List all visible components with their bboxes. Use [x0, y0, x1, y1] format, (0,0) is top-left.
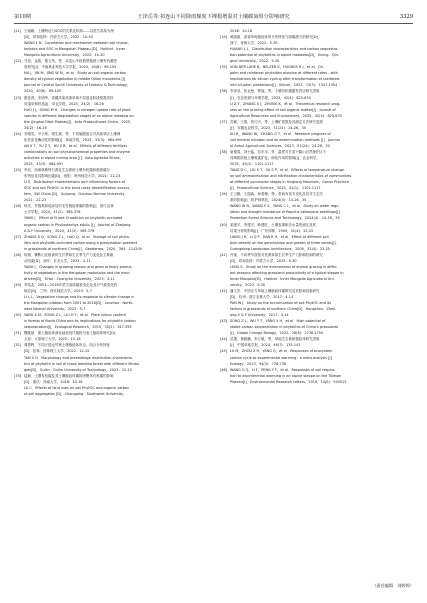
reference-line: stable carbon sequestration in phytoliths of China's grasslands: [230, 325, 339, 330]
reference-line: versity，2023：5-30: [230, 282, 266, 287]
reference-line: LU M，ZHOU X H，YANG Q，et al．Responses of ecosystem: [230, 349, 333, 354]
reference-line: lation and drought resistance of Populus cathayana seedlings[J]．: [230, 210, 344, 215]
reference-line: 2018：10-18: [230, 29, 253, 33]
reference-number: [26]: [14, 204, 22, 209]
reference-entry: [220, 348, 414, 366]
reference-line: 2025，45(1)：1101-1117: [230, 162, 274, 167]
reference-line: 系的影响[J]．防护林科技，2024(4)：14-16，35: [230, 198, 307, 203]
reference-line: factors in grasslands of northern China[D]．Hangzhou：Zheji-: [230, 307, 337, 312]
reference-entry: [220, 318, 414, 336]
reference-line: in grasslands of northern China[J]．Geoderma，2020，364：114200: [24, 246, 142, 251]
reference-line: 冷爽．不同季节放牧对荒漠草原生长季生产力影响机制的研究: [230, 252, 323, 257]
reference-line: LIANG J H，LI Q P，JIAN R H，et al．Effect of different soil: [230, 234, 329, 239]
reference-line: in forests of North China and its implications for phytolith carbon: [24, 319, 136, 324]
responsible-editor: （责任编辑 刘婷婷）: [372, 583, 414, 588]
reference-line: ZHANG X D，SONG Z L，HAO Q，et al．Storage of soil phyto-: [24, 234, 131, 239]
reference-line: 安晓雪，尹小彤，胡生斌，等．不同施肥组合对高寒草区土壤理: [24, 131, 121, 136]
reference-line: 太原：太原理工大学，2022：15-16: [24, 337, 81, 342]
reference-line: A & F University，2024，41(2)：369-376: [24, 228, 95, 233]
reference-line: 潘文杰．中国北方草地土壤植硅体碳研究及其影响因素研究: [230, 289, 320, 294]
reference-line: soil mineral nitrogen and its determination methods [J]．Journal: [230, 137, 340, 142]
reference-line: tivity of vegetation in the Hengduan mountains and the main: [24, 270, 130, 275]
reference-line: 王卫娜，王瑞森，杨春梅，等．带间有苗木变化及其对生态关: [230, 192, 323, 197]
reference-line: ghai University，2022：5-30: [230, 59, 280, 64]
reference-entry: [220, 64, 414, 88]
reference-number: [32]: [14, 343, 22, 348]
reference-number: [22]: [14, 59, 22, 64]
reference-line: 陆颖．土壤有机碳及其土壤植硅体碳和团聚体有机碳的影响: [24, 373, 114, 378]
reference-number: [25]: [14, 168, 22, 173]
reference-line: sequestration[J]．Ecological Research，2015，30(2)：347-355: [24, 325, 132, 330]
reference-line: palm and rainforest phytoliths dissolve at different rates - with: [230, 71, 338, 76]
reference-line: tion to experimental warming in an alpine steppe on the Tibetan: [230, 373, 342, 378]
reference-line: 杨杰，外施氮和硅添加对毛竹植硅体碳的影响[J]．浙江农林: [24, 204, 114, 209]
reference-line: teristics and SOC in Mongolian Plateau [D]．Hohhot：Inner: [24, 47, 126, 52]
reference-line: WANG G Q，LI F，PENG Y F，et al．Responses of soil respira-: [230, 367, 336, 372]
reference-line: tics of phytolith in soil of moso bamboo forest with different litholo-: [24, 361, 140, 366]
reference-line: LU C．Effects of land uses on soil PhytOC and organic carbon: [24, 385, 130, 390]
reference-number: [35]: [220, 65, 228, 70]
reference-line: Mongolia Agricultural University，2022：10-30: [24, 53, 105, 58]
header-rule: [14, 23, 413, 24]
reference-entry: [220, 191, 414, 221]
reference-line: WANG W N，WANG F S，YANG C L，et al．Study on water regu-: [230, 204, 340, 209]
reference-line: TANG D C，LIU X T，SU S P，et al．Effects of temperature change: [230, 168, 344, 173]
reference-number: [31]: [14, 331, 22, 336]
reference-number: [37]: [220, 119, 228, 124]
reference-line: WANG L N．Correlation and mechanism between soil charac-: [24, 41, 130, 46]
reference-entry: [220, 222, 414, 252]
reference-line: of Anhui Agricultural Sciences，2023，51(24)：24-26，30: [230, 143, 330, 148]
reference-line: drivers[D]．Xi'an：Chang'an University，2023：4-11: [24, 276, 115, 281]
reference-line: Protection Forest Science and Technology，2024(4)：14-16，35: [230, 216, 340, 221]
reference-line: [D]．呼和浩特：内蒙古大学，2023：5-30: [230, 258, 297, 263]
reference-line: YANG J．Effect of N and Si addition on phytolith-occluded: [24, 216, 123, 221]
reference-number: [46]: [220, 367, 228, 372]
reference-line: 王丽娜．土壤特征与SOC的关系及机制——以蒙古高原为例: [24, 29, 114, 33]
reference-line: 同海拔阶段土壤氮素矿化、硝化作用的影响[J]．农业科学，: [230, 155, 320, 160]
reference-number: [27]: [14, 234, 22, 239]
reference-line: organic carbon in Phyllostachys edulis [J]．Journal of Zhejiang: [24, 222, 131, 227]
reference-number: [23]: [14, 95, 22, 100]
reference-line: [D]．呼和浩特：内蒙古大学，2022：10-30: [24, 35, 93, 40]
reference-number: [30]: [14, 313, 22, 318]
references-right-column: [220, 28, 414, 385]
reference-number: [33]: [14, 373, 22, 378]
reference-line: 李兆兆．2001—2018年蒙古高原植被变化及其对气候变化的: [24, 282, 118, 287]
reference-number: [28]: [14, 252, 22, 257]
reference-line: on soil ammonification and nitrification characteristics of communities: [230, 174, 352, 179]
reference-number: [45]: [220, 349, 228, 354]
reference-line: 霍佳茵，宋明华．青藏高原高寒草甸不同退化阶段根数类料: [24, 95, 114, 100]
reference-line: 唐德春，刘小猛，苏东平，等．温度对甘肃兴隆山自然保护区不: [230, 149, 327, 154]
reference-line: 李双．西南喀斯特石漠化生态系统土壤有机碳和植被碳分: [24, 168, 110, 173]
reference-entry: [220, 252, 414, 288]
reference-line: [D]．重庆：西南大学，2018：10-18: [24, 379, 83, 384]
reference-line: SONG Z L，WU Y T，YANG Y H，et al．High potential of: [230, 319, 326, 324]
reference-line: 黄丽丽．高寒草甸植硅体的分布特征与固碳潜力的研究[D]．: [230, 35, 322, 40]
reference-line: 度研究[J]．中南林业科技大学学报，2020，40(8)：99-105: [24, 65, 117, 70]
reference-entry: [14, 131, 208, 167]
reference-line: YANG X M，SONG Z L，LIU H Y，et al．Plant silicon content: [24, 313, 127, 318]
reference-line: [D]．桂林：桂林理工大学，2022：12-15: [24, 349, 90, 354]
reference-entry: [220, 119, 414, 149]
reference-number: [21]: [14, 29, 22, 33]
reference-line: 谭景晖．不同丘陵毛竹林土壤植硅体形态、组合分布特征: [24, 343, 110, 348]
reference-entry: [14, 312, 208, 330]
reference-line: LI L L．Vegetation change and its response to climate change in: [24, 295, 135, 300]
reference-entry: [220, 34, 414, 64]
reference-number: [42]: [220, 289, 228, 294]
reference-line: AN X T，YU Z Y，HU S B，et al．Effects of different fertilizer: [24, 143, 128, 148]
reference-number: [24]: [14, 131, 22, 136]
reference-line: carbon cycle to experimental warming：a meta-analysis [J]．: [230, 355, 336, 360]
issue-number: 第10期: [14, 14, 31, 20]
reference-number: [39]: [220, 192, 228, 197]
reference-entry: [220, 367, 414, 385]
reference-line: west Normal University，2023：5-7: [24, 307, 86, 312]
reference-line: 梁建平，李建平，韩建旺．土壤容重和含水量的测定及其: [230, 222, 316, 227]
reference-line: 魏继斌．重土植硅体演化地表现代植物与表土植硅体研究[D]．: [24, 331, 119, 336]
reference-entry: [220, 288, 414, 318]
reference-number: [43]: [220, 319, 228, 324]
reference-line: 杨瑞．横断山区植被的生长季和生长季生产力变化及主要驱: [24, 252, 114, 257]
reference-line: 34(2)：16-26: [24, 125, 47, 130]
reference-entry: [14, 252, 208, 282]
reference-line: HUANG L L．Distribution characteristics and carbon sequestra-: [230, 47, 339, 52]
reference-line: 西宁：青海大学，2022：5-30: [230, 41, 278, 46]
reference-line: MA J，JIN M，JING W M，et al．Study on soil organic carbon: [24, 71, 127, 76]
reference-line: LI Z Y，ZHANG X J，ZHONG K，et al．Theoretical research prog-: [230, 101, 341, 106]
running-header: [14, 12, 413, 22]
reference-line: 苏颖，王倩，张巧兴，等．土壤矿质氮及其测定方法研究进展: [230, 119, 323, 124]
reference-entry: [220, 336, 414, 348]
reference-line: VON DER LUHE B，BELZER K，HUGHES H J，et al．Oil-: [230, 65, 324, 70]
reference-line: of soil aggregates [D]．Chongqing：Southwest University，: [24, 391, 127, 396]
reference-entry: [14, 282, 208, 312]
reference-line: Guangdong Landscape Architecture，2009，31(4)：22-25: [230, 246, 330, 251]
reference-entry: [14, 234, 208, 252]
reference-line: Plateau[J]．Environmental Research Letters，2019，14(9)：094015: [230, 379, 347, 384]
reference-line: [J]．安徽农业科学，2023，51(24)：24-26，30: [230, 125, 307, 130]
reference-line: implications for silicon cycling after transformation of rainforest: [230, 77, 340, 82]
reference-line: [D]．杭州：浙江农林大学，2017：4-14: [230, 295, 294, 300]
reference-line: liths and phytolith-occluded carbon along a precipitation gradient: [24, 240, 138, 245]
reference-entry: [220, 88, 414, 118]
reference-line: tion potential of phytoliths in alpine meadows[D]．Xining：Qin-: [230, 53, 339, 58]
references-left-column: [14, 28, 208, 397]
reference-line: Agricultural Resources and Environment，2025，42(4)：825-833: [230, 113, 342, 118]
reference-entry: [14, 342, 208, 372]
reference-line: 2020，40(8)：99-105: [24, 89, 62, 94]
reference-number: [38]: [220, 149, 228, 154]
reference-line: density of typical vegetation in middle Qilian mountains [J]．: [24, 77, 129, 82]
reference-line: ress on the priming effect of soil organic matter[J]．Journal of: [230, 107, 336, 112]
reference-entry: [14, 203, 208, 233]
reference-entry: [14, 167, 208, 203]
reference-line: combinations on soil physicochemical properties and enzyme: [24, 149, 130, 154]
reference-number: [41]: [220, 252, 228, 257]
reference-line: 布特征及其影响因素[D]．贵阳：贵州师范大学，2021：22-23: [24, 174, 121, 179]
reference-line: bulk density on the germination and growth of three plants[J]．: [230, 240, 340, 245]
reference-entry: [14, 330, 208, 342]
reference-line: [J]．中国草地学报，2024，46(7)：135-143: [230, 343, 301, 348]
reference-line: gies[D]．Guilin：Guilin University of Technology，2023：12-15: [24, 367, 132, 372]
reference-entry: [220, 149, 414, 191]
page-number: 3329: [399, 14, 413, 20]
reference-line: SU H，WANG W，ZHANG Q T，et al．Research progress of: [230, 131, 331, 136]
reference-line: activities in alpine mining area [J]．Acta Agrestia Sinica，: [24, 155, 123, 160]
reference-line: Inner Mongolia[D]．Hohhot：Inner Mongolia Agricultural Uni-: [230, 276, 335, 281]
reference-line: HUO J J，SONG M H．Changes in nitrogen uptake rate of plant: [24, 107, 131, 112]
reference-line: species in different degradation stages of an alpine meadow on: [24, 113, 134, 118]
reference-line: 2021：22-23: [24, 198, 47, 203]
reference-line: into oil-palm plantations[J]．Silicon，2023，15(3)：1347-1354: [230, 83, 338, 88]
reference-line: 马剑，金铭，敬文茂，等．祁连山中段典型植被土壤有机碳密: [24, 59, 117, 64]
running-title: 王泽岳等:祁连山不同降雨梯度下裸根增温对土壤碳氮组分影响研究: [137, 14, 290, 20]
reference-line: LENG S．Study on the mechanisms of animal grazing in differ-: [230, 264, 338, 269]
reference-line: [J]．农业资源与环境学报，2025，42(4)：825-833: [230, 95, 311, 100]
reference-entry: [14, 28, 208, 58]
reference-number: [34]: [220, 35, 228, 40]
reference-line: 同退草甸样品[J]．草业学报，2025，34(2)：16-26: [24, 101, 104, 106]
reference-line: PAN W J．Study on the accumulation of soil PhytOC and its: [230, 301, 332, 306]
reference-line: the Qinghai-Tibet Plateau[J]．Acta Prataculturae Sinica，2025，: [24, 119, 134, 124]
reference-line: LI S．Distribution characteristics and influencing factors of: [24, 180, 125, 185]
reference-line: 结果分析的影响[J]．广东园林，2009，31(4)：22-25: [230, 228, 314, 233]
reference-entry: [14, 373, 208, 397]
reference-line: 响应[D]．兰州：西北师范大学，2023：5-7: [24, 289, 92, 294]
reference-line: SOC and soil PhytOC in the karst rocky desertification ecosys-: [24, 186, 131, 191]
reference-line: 李泽羽，张金曼，钟福，等．土壤有机碳激发效应研究进展: [230, 89, 320, 94]
reference-line: [J]．Pratacultural Science，2025，42(1)：1101-1117: [230, 186, 321, 191]
reference-line: 化性质及酶活性的影响[J]．草地学报，2025，33(3)：984-991: [24, 137, 122, 142]
reference-line: Ecology，2013，94(3)：726-738: [230, 361, 287, 366]
reference-number: [29]: [14, 282, 22, 287]
reference-number: [44]: [220, 337, 228, 342]
reference-line: 动因素[D]．西安：长安大学，2023：4-11: [24, 258, 91, 263]
reference-line: at different succession stages in Xinglong Mountain，Gansu Province: [230, 180, 349, 185]
reference-line: [J]．Global Change Biology，2022，28(8)：2736-2750: [230, 331, 324, 336]
reference-line: YANG J．Changes in growing season and gross primary produc-: [24, 264, 133, 269]
reference-line: tem，SW China [D]．Guiyang：Guizhou Normal University，: [24, 192, 128, 197]
reference-number: [36]: [220, 89, 228, 94]
reference-line: ent seasons affecting grassland productivity of a typical steppe in: [230, 270, 344, 275]
reference-line: Journal of Central South University of Forestry & Technology，: [24, 83, 131, 88]
reference-line: ang A & F University，2017：4-14: [230, 313, 289, 318]
reference-line: 2025，33(3)：984-991: [24, 162, 64, 167]
reference-entry: [14, 58, 208, 94]
reference-line: 大学学报，2024，41(2)：369-376: [24, 210, 81, 215]
reference-line: 武康，黄毅鹏，李立敏，等．草地生态系统植硅体研究进展: [230, 337, 320, 342]
reference-line: TAN S H．Morphology and assemblage distribution characteris-: [24, 355, 133, 360]
reference-line: the Mongolian plateau from 2001 to 2018[D]．Lanzhou：North-: [24, 301, 134, 306]
reference-number: [40]: [220, 222, 228, 227]
reference-entry: [14, 95, 208, 131]
